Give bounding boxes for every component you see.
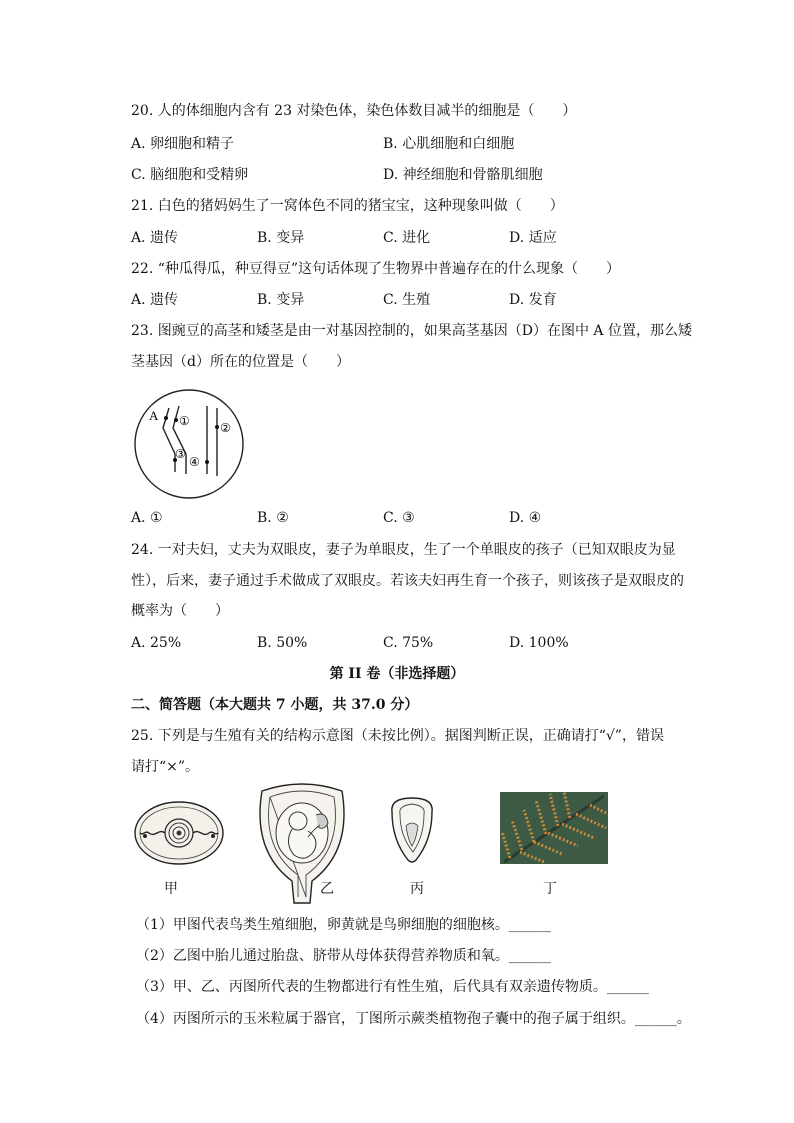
q25-item-2: （2）乙图中胎儿通过胎盘、脐带从母体获得营养物质和氧。______: [136, 948, 551, 964]
caption-ding: 丁: [543, 881, 557, 897]
q23-option-b: B. ②: [257, 510, 289, 526]
q23-option-c: C. ③: [383, 510, 415, 526]
gene-label-a: A: [149, 408, 159, 423]
bird-egg-figure: [133, 800, 225, 866]
q24-option-b: B. 50%: [257, 635, 308, 651]
q22-option-c: C. 生殖: [383, 292, 431, 308]
q21-option-c: C. 进化: [383, 230, 431, 246]
q22-option-b: B. 变异: [257, 292, 305, 308]
q25-stem-line1: 25. 下列是与生殖有关的结构示意图（未按比例）。据图判断正误，正确请打“√”，错误: [131, 728, 664, 744]
q24-stem-line1: 24. 一对夫妇，丈夫为双眼皮，妻子为单眼皮，生了一个单眼皮的孩子（已知双眼皮为显: [131, 542, 676, 558]
q22-option-a: A. 遗传: [131, 292, 179, 308]
q24-stem-line3: 概率为（ ）: [131, 603, 229, 619]
caption-bing: 丙: [410, 881, 424, 897]
chromosome-diagram: [131, 388, 249, 500]
q25-item-4: （4）丙图所示的玉米粒属于器官，丁图所示蕨类植物孢子囊中的孢子属于组织。______。: [136, 1011, 691, 1027]
q24-option-d: D. 100%: [509, 635, 569, 651]
q20-option-b: B. 心肌细胞和白细胞: [383, 136, 515, 152]
section-subtitle: 二、简答题（本大题共 7 小题，共 37.0 分）: [131, 697, 419, 713]
q24-option-a: A. 25%: [131, 635, 182, 651]
q23-option-a: A. ①: [131, 510, 163, 526]
q20-option-a: A. 卵细胞和精子: [131, 136, 235, 152]
q21-option-a: A. 遗传: [131, 230, 179, 246]
q20-option-d: D. 神经细胞和骨骼肌细胞: [383, 167, 543, 183]
q22-option-d: D. 发育: [509, 292, 557, 308]
q20-option-c: C. 脑细胞和受精卵: [131, 167, 249, 183]
fetus-uterus-figure: [252, 781, 352, 905]
q24-option-c: C. 75%: [383, 635, 434, 651]
q25-item-3: （3）甲、乙、丙图所代表的生物都进行有性生殖，后代具有双亲遗传物质。______: [136, 979, 649, 995]
q24-stem-line2: 性），后来，妻子通过手术做成了双眼皮。若该夫妇再生育一个孩子，则该孩子是双眼皮的: [131, 573, 684, 589]
corn-kernel-figure: [386, 796, 438, 866]
q23-stem-line2: 茎基因（d）所在的位置是（ ）: [131, 354, 350, 370]
q23-stem-line1: 23. 图豌豆的高茎和矮茎是由一对基因控制的，如果高茎基因（D）在图中 A 位置，那么矮: [131, 323, 692, 339]
q25-item-1: （1）甲图代表鸟类生殖细胞，卵黄就是鸟卵细胞的细胞核。______: [136, 917, 551, 933]
q20-stem: 20. 人的体细胞内含有 23 对染色体，染色体数目减半的细胞是（ ）: [131, 103, 577, 119]
gene-label-3: ③: [175, 447, 186, 461]
q23-option-d: D. ④: [509, 510, 542, 526]
section-title: 第 II 卷（非选择题）: [329, 666, 465, 682]
gene-label-4: ④: [189, 455, 200, 469]
gene-label-2: ②: [220, 421, 231, 435]
caption-yi: 乙: [320, 881, 334, 897]
q25-stem-line2: 请打“×”。: [131, 759, 200, 775]
q21-option-d: D. 适应: [509, 230, 557, 246]
fern-leaf-figure: [500, 792, 608, 864]
q21-stem: 21. 白色的猪妈妈生了一窝体色不同的猪宝宝，这种现象叫做（ ）: [131, 198, 564, 214]
q21-option-b: B. 变异: [257, 230, 305, 246]
q22-stem: 22. “种瓜得瓜，种豆得豆”这句话体现了生物界中普遍存在的什么现象（ ）: [131, 261, 621, 277]
gene-label-1: ①: [179, 414, 190, 428]
caption-jia: 甲: [164, 881, 178, 897]
